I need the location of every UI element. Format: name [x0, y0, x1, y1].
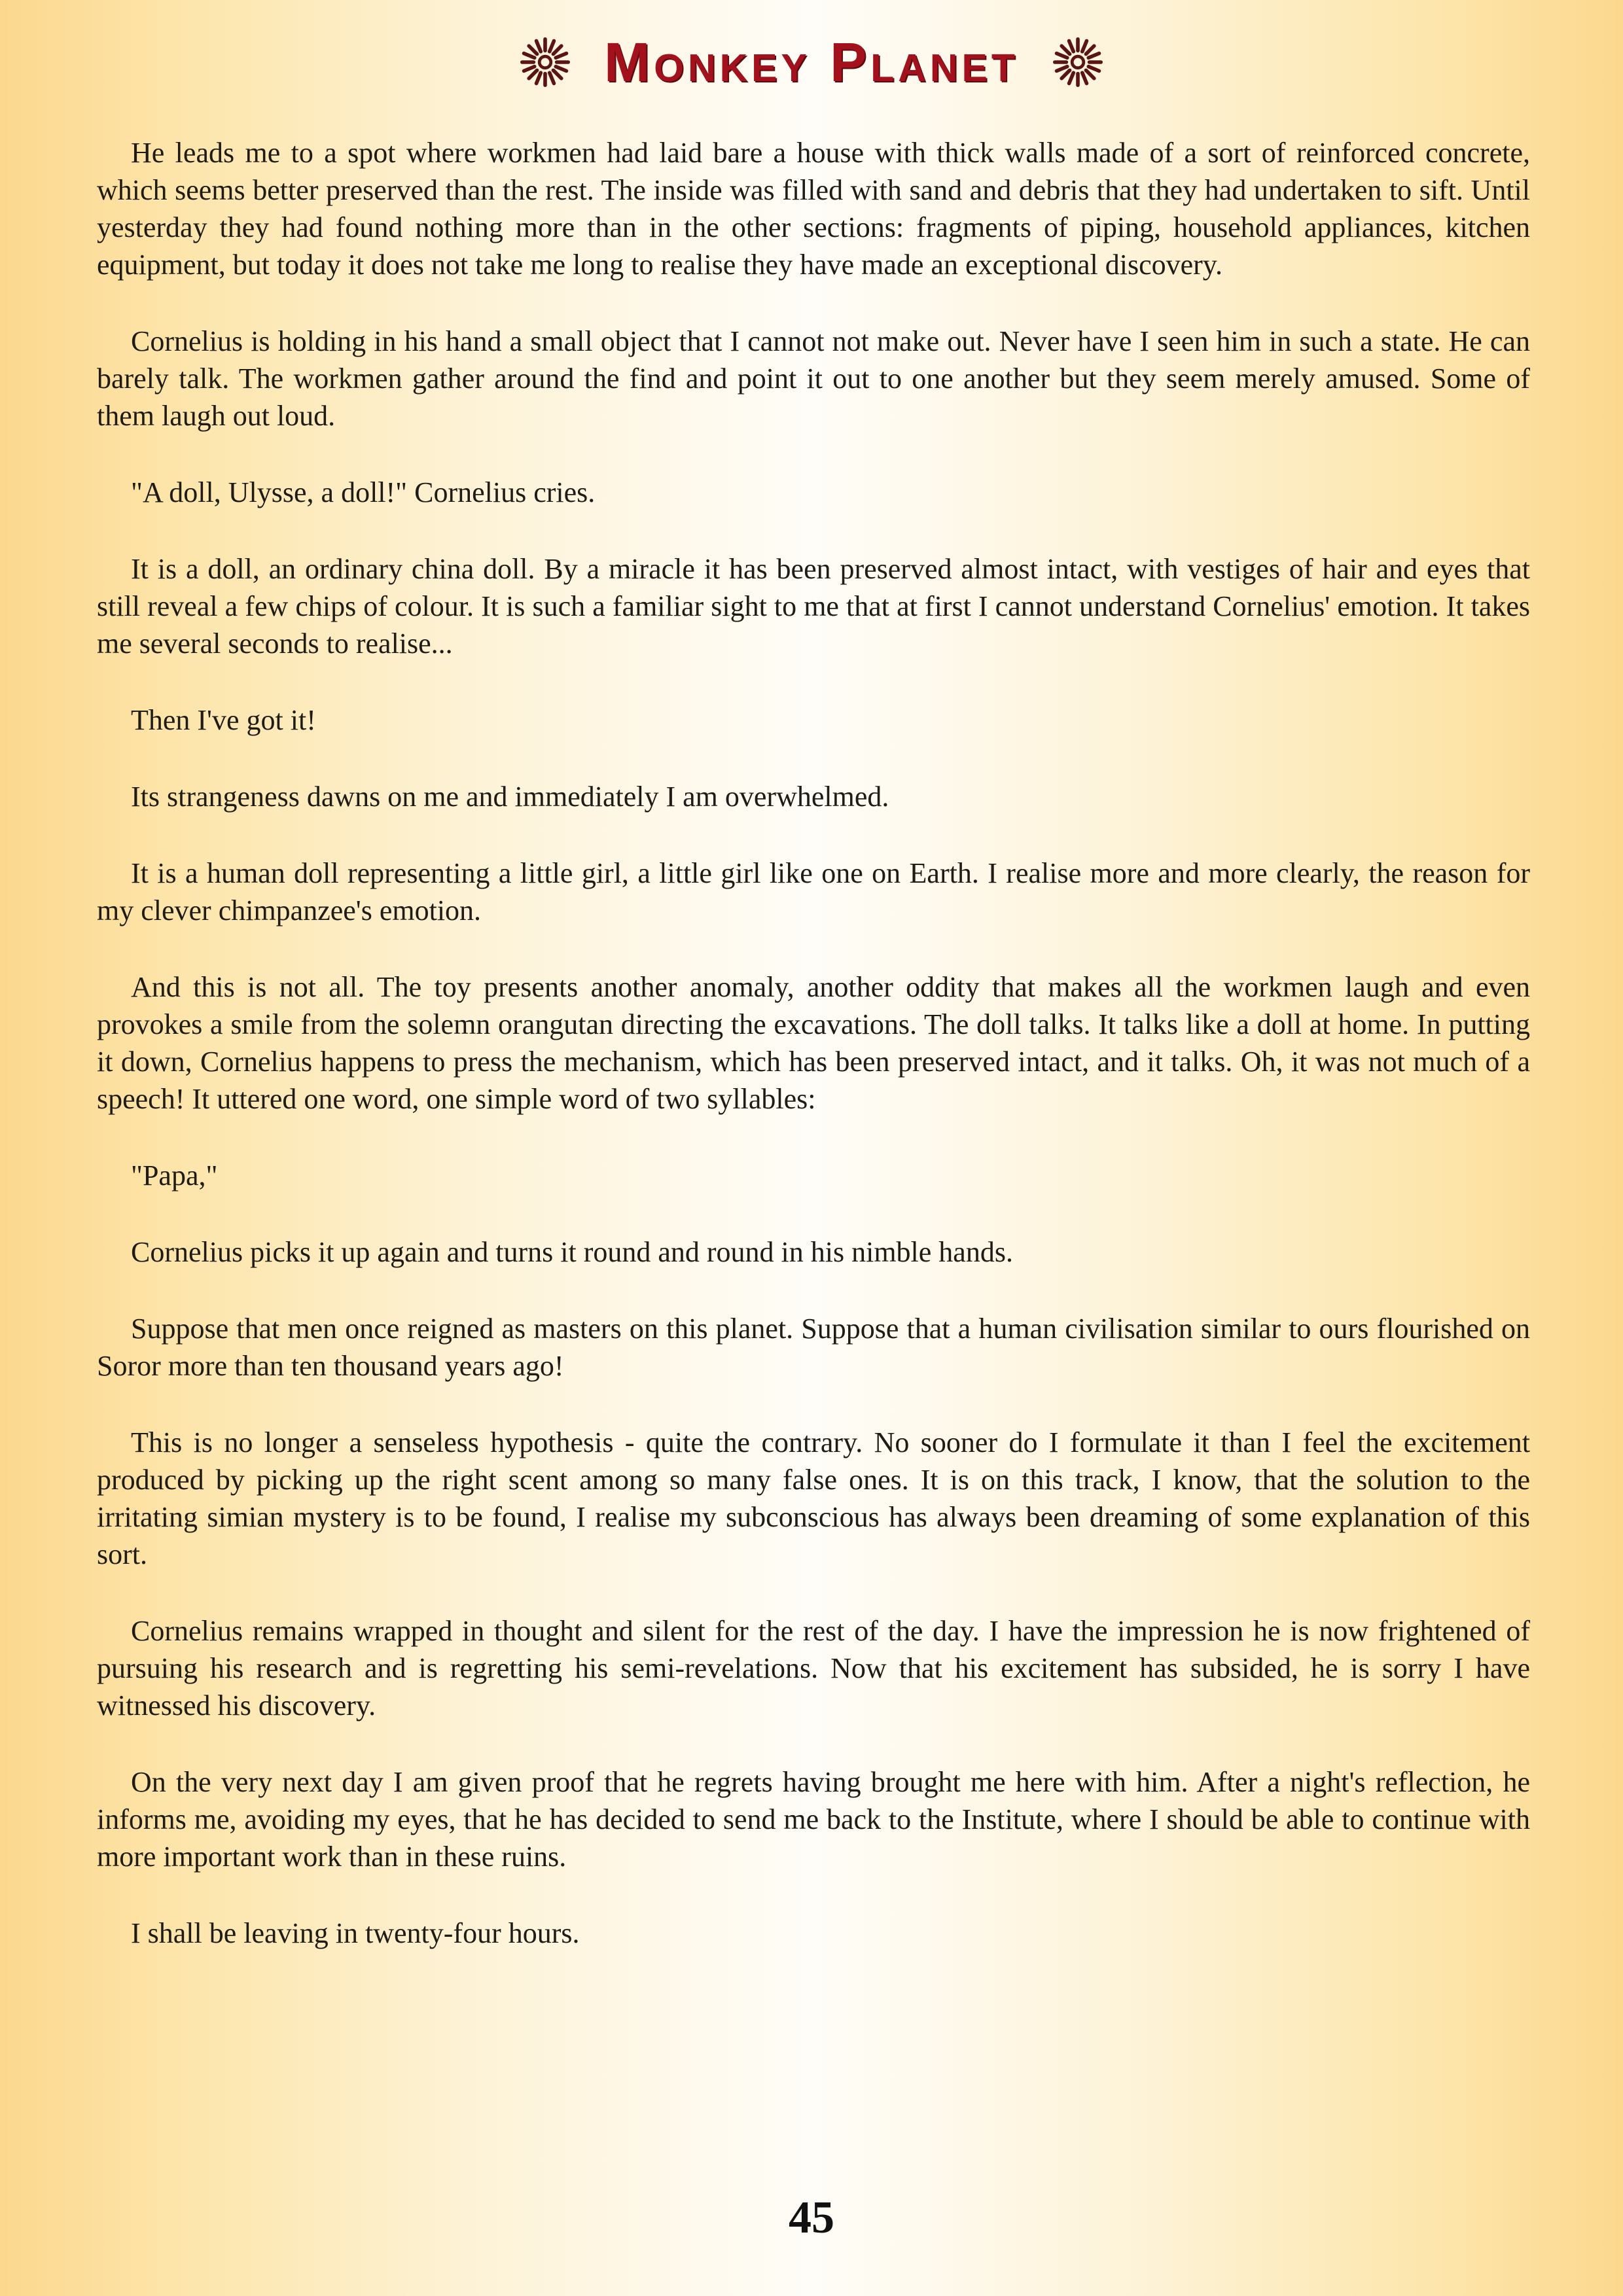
paragraph: Cornelius picks it up again and turns it round and round in his nimble hands.: [131, 1236, 1013, 1268]
paragraph: And this is not all. The toy presents another anomaly, another oddity that makes all the workmen laugh and even provokes a smile from the solemn orangutan directing the excavations. The doll talks. It talks like a doll at home. In putting it down, Cornelius happens to press the mechanism, which has been preserved intact, and it talks. Oh, it was not much of a speech! It uttered one word, one simple word of two syllables:: [97, 971, 1530, 1115]
page-number: 45: [789, 2193, 834, 2243]
paragraph: Suppose that men once reigned as masters on this planet. Suppose that a human civilisation similar to ours flourished on Soror more than ten thousand years ago!: [97, 1313, 1530, 1382]
page-header: [0, 26, 1623, 98]
body-text: [97, 134, 1530, 1952]
paragraph: It is a doll, an ordinary china doll. By a miracle it has been preserved almost intact, with vestiges of hair and eyes that still reveal a few chips of colour. It is such a familiar sight to me that at first I cannot understand Cornelius' emotion. It takes me several seconds to realise...: [97, 553, 1530, 660]
page-title: Monkey Planet: [604, 31, 1019, 93]
paragraph: He leads me to a spot where workmen had laid bare a house with thick walls made of a sort of reinforced concrete, which seems better preserved than the rest. The inside was filled with sand and debris that they had undertaken to sift. Until yesterday they had found nothing more than in the other sections: fragments of piping, household appliances, kitchen equipment, but today it does not take me long to realise they have made an exceptional discovery.: [97, 137, 1530, 281]
paragraph: This is no longer a senseless hypothesis - quite the contrary. No sooner do I formulate it than I feel the excitement produced by picking up the right scent among so many false ones. It is on this track, I know, that the solution to the irritating simian mystery is to be found, I realise my subconscious has always been dreaming of some explanation of this sort.: [97, 1426, 1530, 1570]
paragraph: "Papa,": [131, 1159, 218, 1192]
paragraph: It is a human doll representing a little girl, a little girl like one on Earth. I realise more and more clearly, the reason for my clever chimpanzee's emotion.: [97, 857, 1530, 927]
paragraph: I shall be leaving in twenty-four hours.: [131, 1917, 580, 1949]
paragraph: On the very next day I am given proof that he regrets having brought me here with him. After a night's reflection, he informs me, avoiding my eyes, that he has decided to send me back to the Institute, where I should be able to continue with more important work than in these ruins.: [97, 1766, 1530, 1873]
paragraph: "A doll, Ulysse, a doll!" Cornelius cries.: [131, 476, 596, 508]
sunburst-ornament-icon: [519, 36, 571, 88]
sunburst-ornament-icon: [1052, 36, 1104, 88]
paragraph: Then I've got it!: [131, 704, 316, 736]
paragraph: Its strangeness dawns on me and immediately I am overwhelmed.: [131, 781, 889, 813]
paragraph: Cornelius is holding in his hand a small object that I cannot not make out. Never have I seen him in such a state. He can barely talk. The workmen gather around the find and point it out to one another but they seem merely amused. Some of them laugh out loud.: [97, 325, 1530, 432]
paragraph: Cornelius remains wrapped in thought and silent for the rest of the day. I have the impression he is now frightened of pursuing his research and is regretting his semi-revelations. Now that his excitement has subsided, he is sorry I have witnessed his discovery.: [97, 1615, 1530, 1722]
